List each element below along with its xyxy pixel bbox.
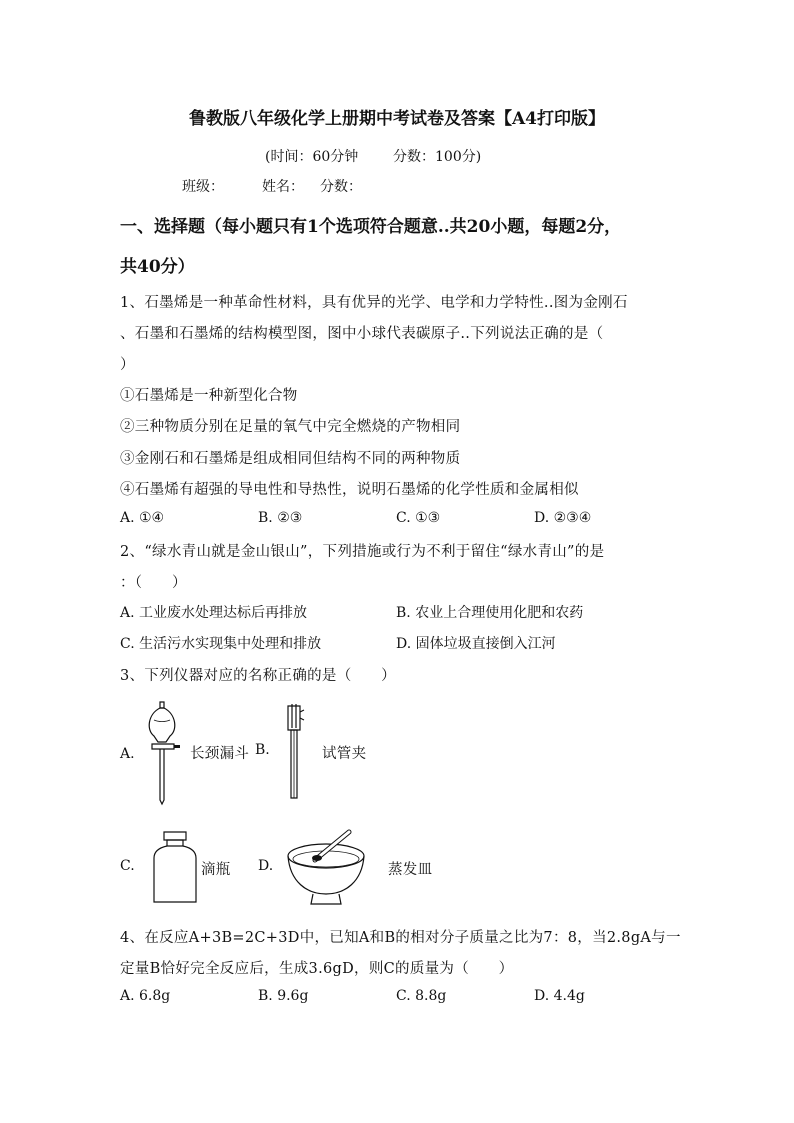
q4-option-a[interactable]: A. 6.8g xyxy=(120,988,171,1004)
q1-statement-3: ③金刚石和石墨烯是组成相同但结构不同的两种物质 xyxy=(120,451,461,467)
exam-total-score: 分数：100分) xyxy=(393,149,482,165)
q2-option-b[interactable]: B. 农业上合理使用化肥和农药 xyxy=(396,605,584,621)
q4-stem: 4、在反应A+3B=2C+3D中，已知A和B的相对分子质量之比为7：8，当2.8gA与一 xyxy=(120,930,681,946)
test-tube-clamp-icon xyxy=(284,702,306,800)
q2-stem: 2、“绿水青山就是金山银山”，下列措施或行为不利于留住“绿水青山”的是 xyxy=(120,544,605,560)
q1-statement-4: ④石墨烯有超强的导电性和导热性，说明石墨烯的化学性质和金属相似 xyxy=(120,482,579,498)
q1-statement-1: ①石墨烯是一种新型化合物 xyxy=(120,388,298,404)
q1-statement-2: ②三种物质分别在足量的氧气中完全燃烧的产物相同 xyxy=(120,419,461,435)
q3-option-b-letter[interactable]: B. xyxy=(255,742,270,758)
q3-option-d-name: 蒸发皿 xyxy=(388,862,433,878)
q1-option-a[interactable]: A. ①④ xyxy=(120,510,165,526)
q1-option-d[interactable]: D. ②③④ xyxy=(534,510,592,526)
section-heading: 一、选择题（每小题只有1个选项符合题意..共20小题，每题2分， xyxy=(120,217,622,237)
q3-option-b-name: 试管夹 xyxy=(322,746,367,762)
q2-stem-cont: ：（ ） xyxy=(120,575,187,591)
section-heading-cont: 共40分） xyxy=(120,257,195,277)
separatory-funnel-icon xyxy=(140,700,184,806)
q4-option-b[interactable]: B. 9.6g xyxy=(258,988,309,1004)
class-label: 班级： xyxy=(182,179,224,195)
reagent-bottle-icon xyxy=(152,830,198,906)
q4-option-c[interactable]: C. 8.8g xyxy=(396,988,447,1004)
q3-option-a-name: 长颈漏斗 xyxy=(190,746,250,762)
q1-option-b[interactable]: B. ②③ xyxy=(258,510,303,526)
q2-option-c[interactable]: C. 生活污水实现集中处理和排放 xyxy=(120,636,322,652)
q1-stem-cont: 、石墨和石墨烯的结构模型图，图中小球代表碳原子..下列说法正确的是（ xyxy=(120,326,604,342)
q3-option-c-letter[interactable]: C. xyxy=(120,858,135,874)
q1-stem: 1、石墨烯是一种革命性材料，具有优异的光学、电学和力学特性..图为金刚石 xyxy=(120,295,628,311)
q1-option-c[interactable]: C. ①③ xyxy=(396,510,441,526)
q3-option-d-letter[interactable]: D. xyxy=(258,858,274,874)
page-title: 鲁教版八年级化学上册期中考试卷及答案【A4打印版】 xyxy=(188,109,606,129)
q3-option-c-name: 滴瓶 xyxy=(201,862,231,878)
mortar-and-pestle-icon xyxy=(285,826,367,910)
q2-option-d[interactable]: D. 固体垃圾直接倒入江河 xyxy=(396,636,556,652)
q1-stem-end: ） xyxy=(120,357,135,373)
exam-time: (时间：60分钟 xyxy=(265,149,359,165)
name-label: 姓名： xyxy=(262,179,304,195)
q3-stem: 3、下列仪器对应的名称正确的是（ ） xyxy=(120,668,396,684)
score-label: 分数： xyxy=(320,179,362,195)
q2-option-a[interactable]: A. 工业废水处理达标后再排放 xyxy=(120,605,308,621)
q4-stem-cont: 定量B恰好完全反应后，生成3.6gD，则C的质量为（ ） xyxy=(120,961,514,977)
q4-option-d[interactable]: D. 4.4g xyxy=(534,988,585,1004)
q3-option-a-letter[interactable]: A. xyxy=(120,746,135,762)
